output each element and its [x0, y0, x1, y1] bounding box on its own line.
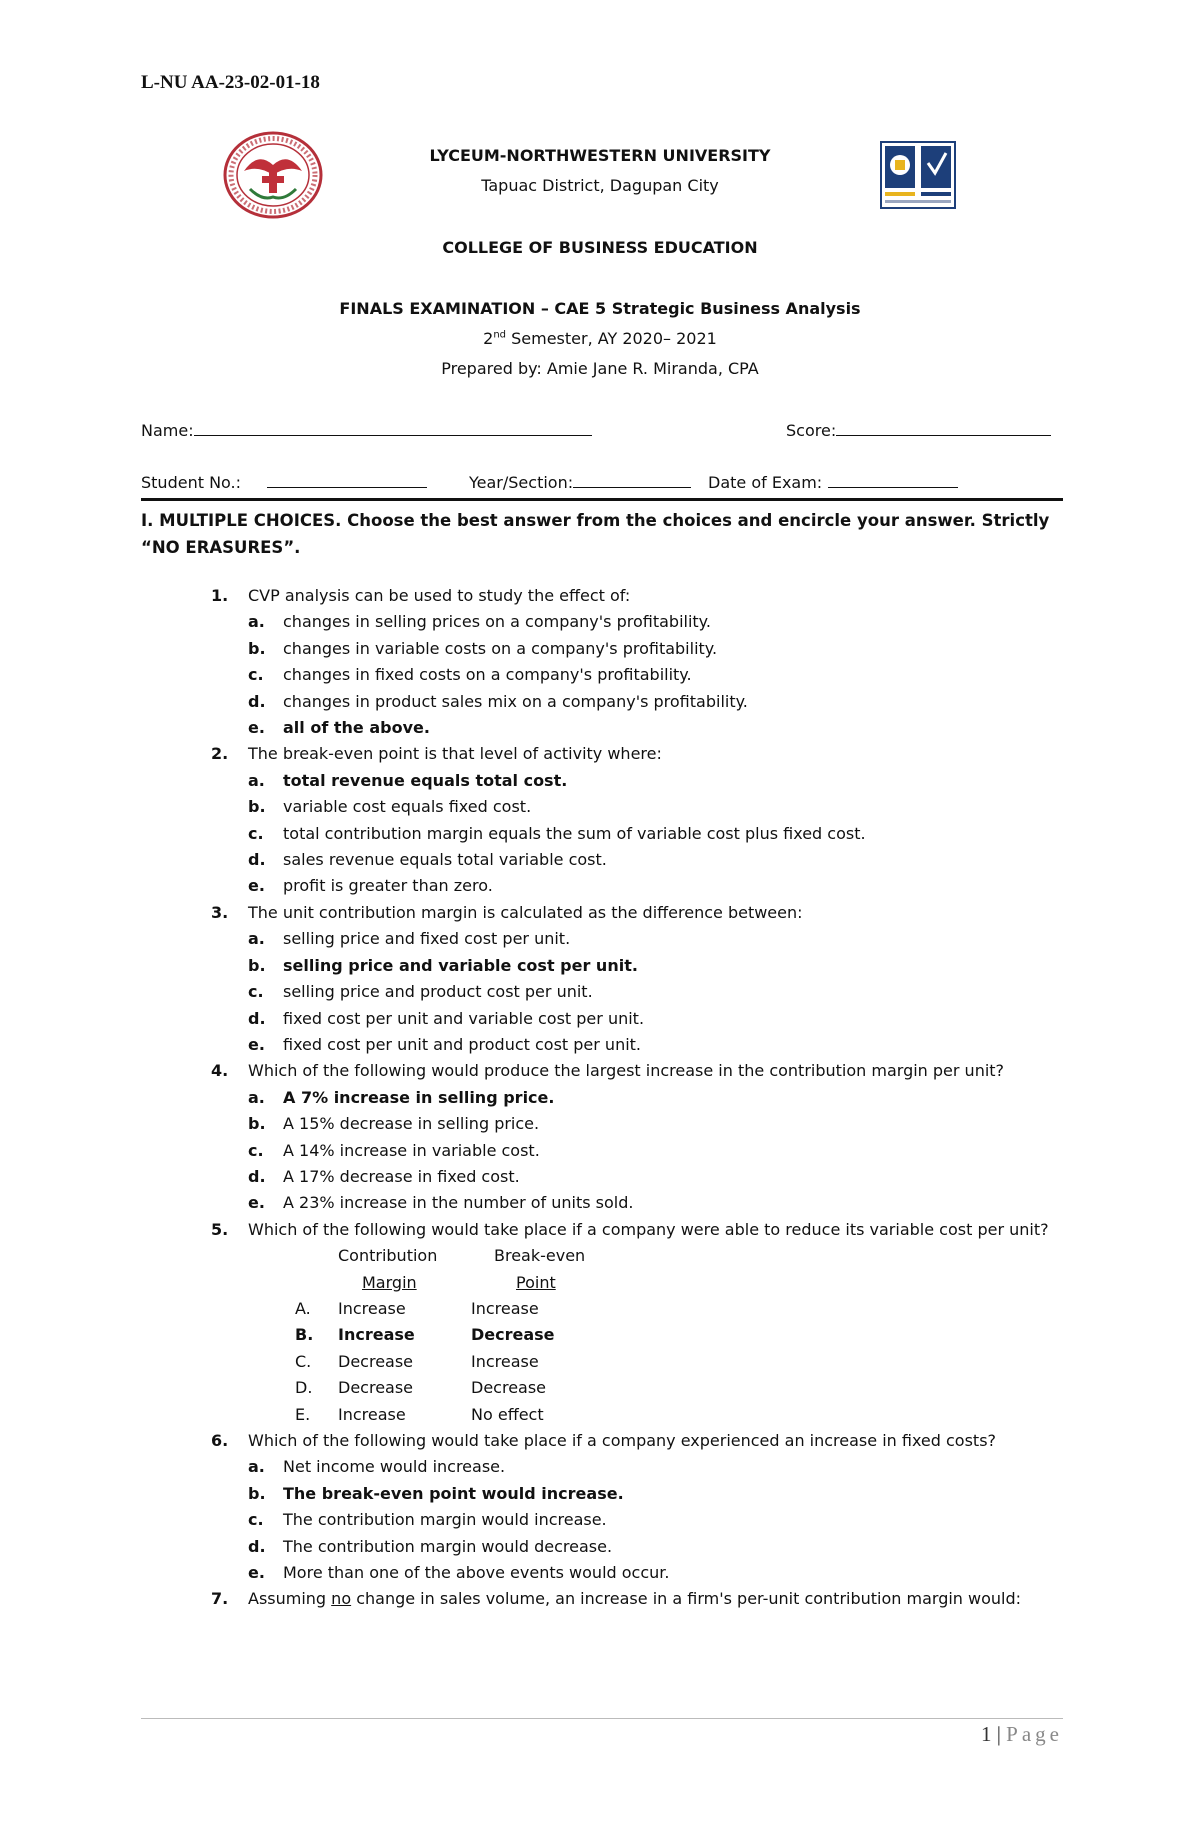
- date-blank[interactable]: [828, 473, 958, 488]
- question-text: Which of the following would take place if a company experienced an increase in fixed costs?: [248, 1430, 997, 1450]
- choice-1c[interactable]: [141, 662, 1063, 688]
- question-number: 6.: [211, 1430, 229, 1450]
- page-label: Page: [1006, 1722, 1063, 1746]
- choice-letter: A.: [295, 1298, 311, 1318]
- choice-1a[interactable]: [141, 609, 1063, 635]
- date-label: Date of Exam:: [708, 473, 823, 492]
- question-6: [141, 1428, 1063, 1454]
- contribution-value: Increase: [338, 1404, 406, 1424]
- column-header-break-even: Break-even: [494, 1246, 586, 1266]
- choice-letter: b.: [248, 1483, 266, 1503]
- question-4: [141, 1058, 1063, 1084]
- choice-5b[interactable]: [141, 1322, 1063, 1348]
- choice-3a[interactable]: [141, 926, 1063, 952]
- choice-text: More than one of the above events would occur.: [283, 1562, 670, 1582]
- choice-letter: a.: [248, 1087, 265, 1107]
- table-header-row: [141, 1243, 1063, 1269]
- college-name: COLLEGE OF BUSINESS EDUCATION: [442, 238, 758, 257]
- choice-letter: b.: [248, 955, 266, 975]
- choice-letter: c.: [248, 1140, 264, 1160]
- choice-text: total contribution margin equals the sum of variable cost plus fixed cost.: [283, 823, 866, 843]
- choice-4c[interactable]: [141, 1138, 1063, 1164]
- choice-6c[interactable]: [141, 1507, 1063, 1533]
- contribution-value: Decrease: [338, 1378, 414, 1398]
- choice-letter: d.: [248, 1008, 266, 1028]
- choice-2e[interactable]: [141, 873, 1063, 899]
- name-blank[interactable]: [194, 421, 592, 436]
- exam-title: FINALS EXAMINATION – CAE 5 Strategic Business Analysis: [339, 299, 861, 318]
- question-2: [141, 741, 1063, 767]
- student-no-blank[interactable]: [267, 473, 427, 488]
- question-number: 7.: [211, 1589, 229, 1609]
- column-header-margin: Margin: [362, 1272, 417, 1292]
- choice-text: A 15% decrease in selling price.: [283, 1114, 540, 1134]
- choice-letter: e.: [248, 1562, 265, 1582]
- question-7: [141, 1586, 1063, 1612]
- page-footer: [981, 1722, 1063, 1747]
- choice-1d[interactable]: [141, 689, 1063, 715]
- choice-text: selling price and fixed cost per unit.: [283, 929, 571, 949]
- year-section-blank[interactable]: [573, 473, 691, 488]
- choice-4e[interactable]: [141, 1190, 1063, 1216]
- question-text: The unit contribution margin is calculated as the difference between:: [248, 902, 803, 922]
- table-subheader-row: [141, 1270, 1063, 1296]
- choice-text: all of the above.: [283, 718, 430, 738]
- choice-6d[interactable]: [141, 1534, 1063, 1560]
- semester-suffix: nd: [493, 329, 507, 341]
- choice-letter: D.: [295, 1378, 313, 1398]
- choice-3b[interactable]: [141, 953, 1063, 979]
- year-section-field[interactable]: [469, 473, 691, 492]
- choice-letter: B.: [295, 1325, 314, 1345]
- header-divider: [141, 498, 1063, 501]
- choice-5c[interactable]: [141, 1349, 1063, 1375]
- choice-2a[interactable]: [141, 768, 1063, 794]
- choice-5e[interactable]: [141, 1402, 1063, 1428]
- choice-text: profit is greater than zero.: [283, 876, 493, 896]
- question-5: [141, 1217, 1063, 1243]
- choice-letter: c.: [248, 982, 264, 1002]
- question-number: 1.: [211, 586, 229, 605]
- break-even-value: Decrease: [471, 1325, 555, 1345]
- choice-4d[interactable]: [141, 1164, 1063, 1190]
- choice-letter: a.: [248, 1457, 265, 1477]
- choice-3e[interactable]: [141, 1032, 1063, 1058]
- page-number: 1: [980, 1722, 992, 1746]
- semester-text: Semester, AY 2020– 2021: [506, 329, 717, 348]
- choice-text: fixed cost per unit and product cost per unit.: [283, 1034, 642, 1054]
- choice-text: sales revenue equals total variable cost.: [283, 850, 607, 870]
- question-number: 3.: [211, 902, 229, 922]
- choice-5a[interactable]: [141, 1296, 1063, 1322]
- choice-text: The contribution margin would increase.: [283, 1510, 607, 1530]
- question-number: 4.: [211, 1061, 229, 1081]
- choice-text: changes in variable costs on a company's profitability.: [283, 638, 718, 658]
- choice-text: A 7% increase in selling price.: [283, 1087, 555, 1107]
- break-even-value: Decrease: [471, 1378, 547, 1398]
- choice-1b[interactable]: [141, 636, 1063, 662]
- question-text: Which of the following would produce the largest increase in the contribution margin per unit?: [248, 1061, 1005, 1081]
- choice-letter: c.: [248, 1510, 264, 1530]
- choice-letter: d.: [248, 850, 266, 870]
- choice-text: Net income would increase.: [283, 1457, 506, 1477]
- choice-text: A 17% decrease in fixed cost.: [283, 1166, 520, 1186]
- choice-letter: d.: [248, 1536, 266, 1556]
- student-no-field[interactable]: [141, 473, 427, 492]
- question-text: CVP analysis can be used to study the effect of:: [248, 586, 631, 605]
- choice-3c[interactable]: [141, 979, 1063, 1005]
- choice-letter: e.: [248, 1034, 265, 1054]
- question-list: [141, 583, 1063, 1613]
- document-code: L-NU AA-23-02-01-18: [141, 72, 320, 93]
- question-text: The break-even point is that level of activity where:: [248, 744, 662, 764]
- question-text-pre: Assuming: [248, 1589, 332, 1609]
- choice-letter: b.: [248, 1114, 266, 1134]
- choice-text: total revenue equals total cost.: [283, 770, 568, 790]
- choice-text: fixed cost per unit and variable cost per unit.: [283, 1008, 645, 1028]
- column-header-contribution: Contribution: [338, 1246, 438, 1266]
- semester-line: [0, 329, 1200, 348]
- question-number: 5.: [211, 1219, 229, 1239]
- choice-letter: E.: [295, 1404, 311, 1424]
- instructions: I. MULTIPLE CHOICES. Choose the best answer from the choices and encircle your answer. Strictly “NO ERASURES”.: [141, 511, 1050, 557]
- choice-text: changes in fixed costs on a company's profitability.: [283, 665, 692, 685]
- university-address: Tapuac District, Dagupan City: [481, 176, 719, 195]
- score-blank[interactable]: [836, 421, 1051, 436]
- choice-6e[interactable]: [141, 1560, 1063, 1586]
- choice-letter: a.: [248, 770, 265, 790]
- choice-text: The break-even point would increase.: [283, 1483, 624, 1503]
- choice-6b[interactable]: [141, 1481, 1063, 1507]
- date-field[interactable]: [708, 473, 958, 492]
- question-text-post: change in sales volume, an increase in a firm's per-unit contribution margin would:: [351, 1589, 1022, 1609]
- choice-letter: b.: [248, 797, 266, 817]
- footer-separator: |: [996, 1722, 1001, 1746]
- prepared-by: Prepared by: Amie Jane R. Miranda, CPA: [441, 359, 759, 378]
- column-header-point: Point: [516, 1272, 556, 1292]
- choice-letter: d.: [248, 691, 266, 711]
- footer-divider: [141, 1718, 1063, 1719]
- choice-table: [141, 1243, 1063, 1428]
- choice-text: The contribution margin would decrease.: [283, 1536, 613, 1556]
- score-field[interactable]: [786, 421, 1051, 440]
- lyceum-seal-logo: [222, 131, 324, 219]
- choice-letter: e.: [248, 1193, 265, 1213]
- choice-letter: c.: [248, 665, 264, 685]
- question-number: 2.: [211, 744, 229, 764]
- choice-2d[interactable]: [141, 847, 1063, 873]
- choice-letter: a.: [248, 612, 265, 632]
- choice-2b[interactable]: [141, 794, 1063, 820]
- choice-5d[interactable]: [141, 1375, 1063, 1401]
- choice-2c[interactable]: [141, 821, 1063, 847]
- year-section-label: Year/Section:: [469, 473, 574, 492]
- question-text: Which of the following would take place if a company were able to reduce its variable cost per unit?: [248, 1219, 1049, 1239]
- choice-text: variable cost equals fixed cost.: [283, 797, 532, 817]
- choice-letter: e.: [248, 718, 265, 738]
- choice-letter: c.: [248, 823, 264, 843]
- choice-text: selling price and variable cost per unit.: [283, 955, 638, 975]
- choice-letter: b.: [248, 638, 266, 658]
- contribution-value: Decrease: [338, 1351, 414, 1371]
- semester-number: 2: [483, 329, 494, 348]
- choice-4a[interactable]: [141, 1085, 1063, 1111]
- choice-text: A 23% increase in the number of units sold.: [283, 1193, 634, 1213]
- choice-letter: d.: [248, 1166, 266, 1186]
- name-field[interactable]: [141, 421, 592, 440]
- break-even-value: Increase: [471, 1298, 539, 1318]
- choice-letter: e.: [248, 876, 265, 896]
- student-no-label: Student No.:: [141, 473, 242, 492]
- contribution-value: Increase: [338, 1298, 406, 1318]
- question-text-emphasis: no: [331, 1589, 352, 1609]
- choice-letter: a.: [248, 929, 265, 949]
- question-3: [141, 900, 1063, 926]
- choice-6a[interactable]: [141, 1454, 1063, 1480]
- score-label: Score:: [786, 421, 837, 440]
- question-1: [141, 583, 1063, 609]
- choice-1e[interactable]: [141, 715, 1063, 741]
- choice-letter: C.: [295, 1351, 312, 1371]
- choice-text: changes in product sales mix on a company's profitability.: [283, 691, 748, 711]
- choice-text: A 14% increase in variable cost.: [283, 1140, 540, 1160]
- break-even-value: No effect: [471, 1404, 544, 1424]
- choice-text: selling price and product cost per unit.: [283, 982, 593, 1002]
- university-name: LYCEUM-NORTHWESTERN UNIVERSITY: [429, 146, 771, 165]
- contribution-value: Increase: [338, 1325, 415, 1345]
- choice-4b[interactable]: [141, 1111, 1063, 1137]
- choice-3d[interactable]: [141, 1006, 1063, 1032]
- break-even-value: Increase: [471, 1351, 539, 1371]
- name-label: Name:: [141, 421, 194, 440]
- choice-text: changes in selling prices on a company's profitability.: [283, 612, 711, 632]
